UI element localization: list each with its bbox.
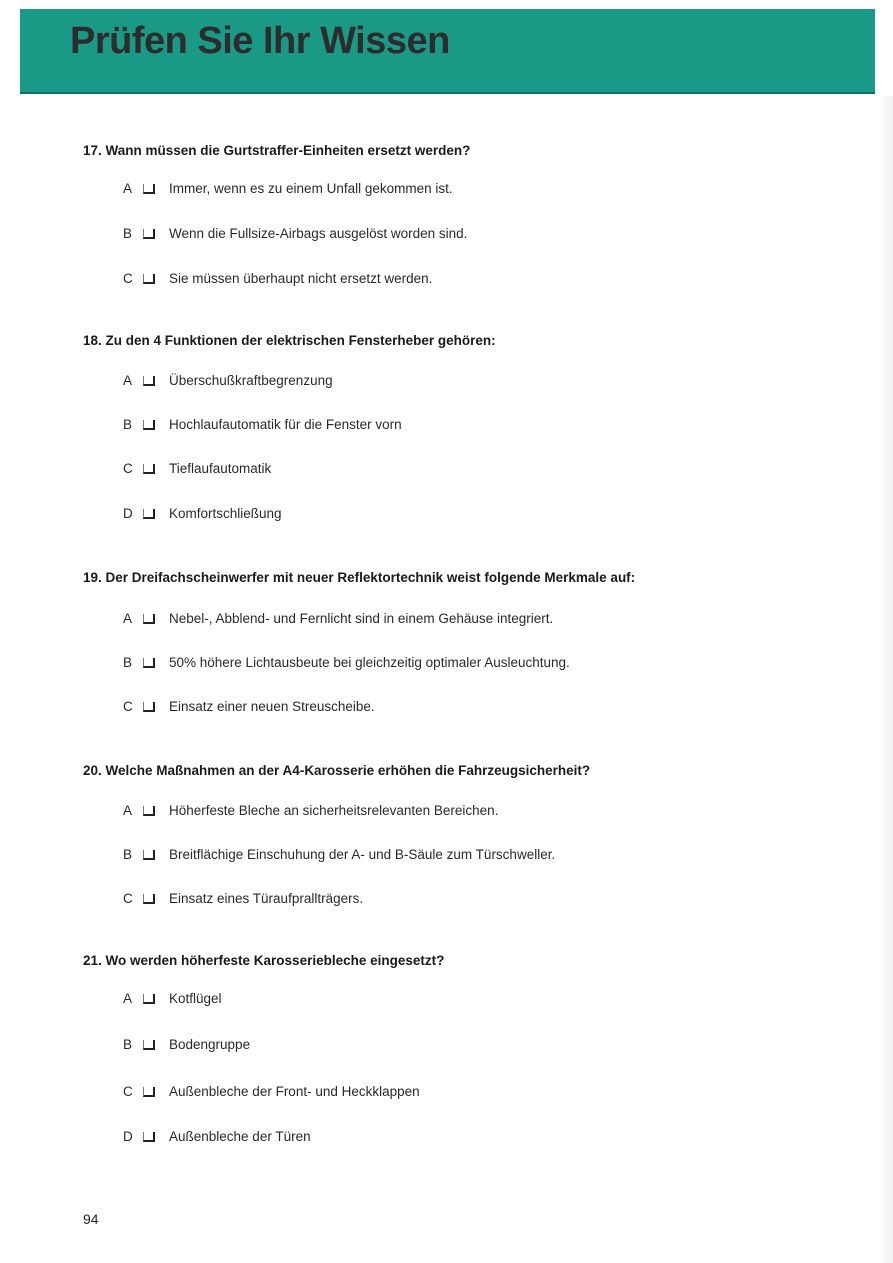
option-text: Immer, wenn es zu einem Unfall gekommen ist.	[169, 181, 453, 196]
option-19-b[interactable]	[123, 655, 570, 670]
option-letter: B	[123, 655, 133, 670]
option-18-a[interactable]	[123, 373, 333, 388]
checkbox-icon[interactable]	[143, 614, 155, 624]
option-letter: C	[123, 699, 133, 714]
checkbox-icon[interactable]	[143, 509, 155, 519]
option-letter: C	[123, 891, 133, 906]
question-text: 21. Wo werden höherfeste Karosseriebleche eingesetzt?	[83, 953, 445, 968]
option-20-c[interactable]	[123, 891, 363, 906]
option-text: Höherfeste Bleche an sicherheitsrelevanten Bereichen.	[169, 803, 499, 818]
option-text: Breitflächige Einschuhung der A- und B-Säule zum Türschweller.	[169, 847, 556, 862]
question-19	[83, 570, 863, 714]
option-letter: B	[123, 417, 133, 432]
option-text: Hochlaufautomatik für die Fenster vorn	[169, 417, 402, 432]
checkbox-icon[interactable]	[143, 702, 155, 712]
option-letter: B	[123, 847, 133, 862]
option-letter: C	[123, 461, 133, 476]
option-text: Kotflügel	[169, 991, 222, 1006]
question-text: 20. Welche Maßnahmen an der A4-Karosserie erhöhen die Fahrzeugsicherheit?	[83, 763, 591, 778]
option-19-c[interactable]	[123, 699, 375, 714]
option-text: Außenbleche der Front- und Heckklappen	[169, 1084, 420, 1099]
checkbox-icon[interactable]	[143, 850, 155, 860]
option-letter: A	[123, 991, 133, 1006]
checkbox-icon[interactable]	[143, 420, 155, 430]
option-text: 50% höhere Lichtausbeute bei gleichzeitig optimaler Ausleuchtung.	[169, 655, 570, 670]
option-letter: D	[123, 1129, 133, 1144]
option-21-b[interactable]	[123, 1037, 250, 1052]
option-text: Komfortschließung	[169, 506, 282, 521]
option-text: Wenn die Fullsize-Airbags ausgelöst worden sind.	[169, 226, 468, 241]
option-letter: B	[123, 1037, 133, 1052]
option-20-b[interactable]	[123, 847, 555, 862]
question-21	[83, 953, 863, 1144]
option-text: Nebel-, Abblend- und Fernlicht sind in einem Gehäuse integriert.	[169, 611, 554, 626]
option-19-a[interactable]	[123, 611, 553, 626]
checkbox-icon[interactable]	[143, 376, 155, 386]
option-text: Tieflaufautomatik	[169, 461, 272, 476]
option-letter: A	[123, 803, 133, 818]
option-text: Einsatz einer neuen Streuscheibe.	[169, 699, 375, 714]
option-letter: A	[123, 611, 133, 626]
option-text: Außenbleche der Türen	[169, 1129, 311, 1144]
option-letter: D	[123, 506, 133, 521]
page-edge-shadow	[879, 96, 893, 1263]
option-21-d[interactable]	[123, 1129, 311, 1144]
page-title: Prüfen Sie Ihr Wissen	[70, 20, 450, 62]
checkbox-icon[interactable]	[143, 274, 155, 284]
option-18-b[interactable]	[123, 417, 402, 432]
option-17-c[interactable]	[123, 271, 432, 286]
option-letter: A	[123, 373, 133, 388]
question-18	[83, 333, 863, 521]
option-letter: C	[123, 1084, 133, 1099]
checkbox-icon[interactable]	[143, 994, 155, 1004]
page-number: 94	[83, 1211, 99, 1227]
option-18-d[interactable]	[123, 506, 282, 521]
checkbox-icon[interactable]	[143, 1040, 155, 1050]
checkbox-icon[interactable]	[143, 184, 155, 194]
option-text: Bodengruppe	[169, 1037, 251, 1052]
option-letter: A	[123, 181, 133, 196]
option-20-a[interactable]	[123, 803, 498, 818]
option-text: Einsatz eines Türaufprallträgers.	[169, 891, 364, 906]
question-text: 17. Wann müssen die Gurtstraffer-Einheiten ersetzt werden?	[83, 143, 471, 158]
option-letter: C	[123, 271, 133, 286]
option-21-c[interactable]	[123, 1084, 420, 1099]
question-17	[83, 143, 863, 286]
checkbox-icon[interactable]	[143, 1132, 155, 1142]
option-text: Überschußkraftbegrenzung	[169, 373, 333, 388]
option-letter: B	[123, 226, 133, 241]
option-18-c[interactable]	[123, 461, 271, 476]
option-text: Sie müssen überhaupt nicht ersetzt werden.	[169, 271, 433, 286]
option-21-a[interactable]	[123, 991, 222, 1006]
checkbox-icon[interactable]	[143, 894, 155, 904]
question-text: 19. Der Dreifachscheinwerfer mit neuer Reflektortechnik weist folgende Merkmale auf:	[83, 570, 636, 585]
checkbox-icon[interactable]	[143, 806, 155, 816]
question-20	[83, 763, 863, 906]
checkbox-icon[interactable]	[143, 1087, 155, 1097]
option-17-b[interactable]	[123, 226, 467, 241]
checkbox-icon[interactable]	[143, 464, 155, 474]
question-text: 18. Zu den 4 Funktionen der elektrischen Fensterheber gehören:	[83, 333, 496, 348]
checkbox-icon[interactable]	[143, 658, 155, 668]
checkbox-icon[interactable]	[143, 229, 155, 239]
option-17-a[interactable]	[123, 181, 453, 196]
